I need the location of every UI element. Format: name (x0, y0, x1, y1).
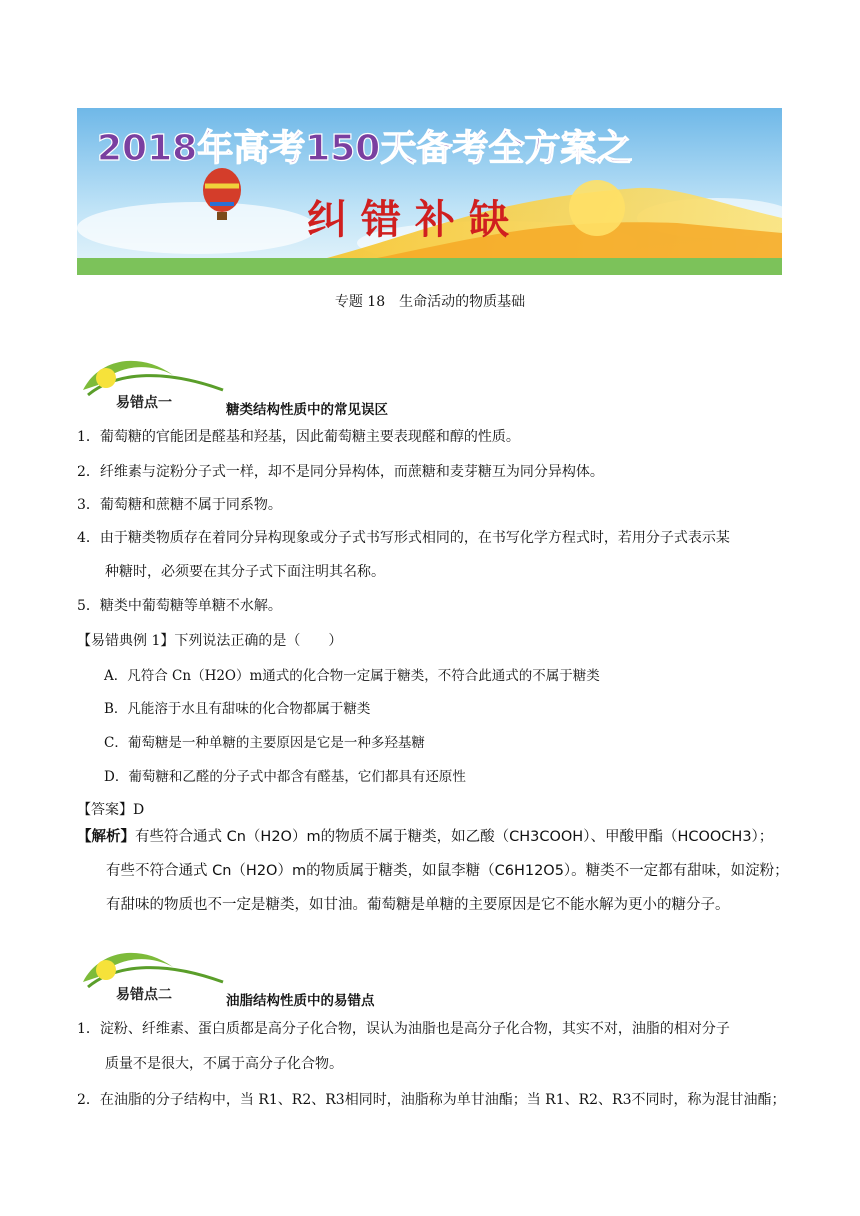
example-question: 【易错典例 1】下列说法正确的是（ ） (77, 633, 343, 649)
option-b: B．凡能溶于水且有甜味的化合物都属于糖类 (104, 701, 371, 717)
banner-graphic (77, 108, 782, 275)
section-badge-icon (78, 350, 228, 410)
banner-subtitle: 纠错补缺 (307, 196, 523, 243)
answer: 【答案】D (77, 802, 145, 818)
list-item: 种糖时，必须要在其分子式下面注明其名称。 (105, 564, 385, 580)
option-d: D．葡萄糖和乙醛的分子式中都含有醛基，它们都具有还原性 (104, 769, 466, 785)
list-item: 质量不是很大，不属于高分子化合物。 (105, 1056, 343, 1072)
explanation-label: 【解析】 (77, 829, 135, 845)
explanation-line: 有些不符合通式 Cn（H2O）m的物质属于糖类，如鼠李糖（C6H12O5）。糖类不一定都有甜味，如淀粉； (106, 863, 789, 879)
list-item: 2．在油脂的分子结构中，当 R1、R2、R3相同时，油脂称为单甘油酯；当 R1、R2、R3不同时，称为混甘油酯； (77, 1092, 786, 1108)
section2-title: 油脂结构性质中的易错点 (226, 993, 375, 1009)
section1-tag: 易错点一 (116, 395, 172, 410)
list-item: 1．淀粉、纤维素、蛋白质都是高分子化合物，误认为油脂也是高分子化合物，其实不对，油脂的相对分子 (77, 1021, 730, 1037)
header-banner (77, 108, 782, 275)
section2-tag: 易错点二 (116, 987, 172, 1002)
section-badge-icon (78, 942, 228, 1002)
section1-title: 糖类结构性质中的常见误区 (226, 402, 388, 418)
list-item: 1．葡萄糖的官能团是醛基和羟基，因此葡萄糖主要表现醛和醇的性质。 (77, 429, 520, 445)
list-item: 4．由于糖类物质存在着同分异构现象或分子式书写形式相同的，在书写化学方程式时，若用分子式表示某 (77, 530, 730, 546)
explanation-line: 有甜味的物质也不一定是糖类，如甘油。葡萄糖是单糖的主要原因是它不能水解为更小的糖分子。 (106, 897, 730, 913)
option-c: C．葡萄糖是一种单糖的主要原因是它是一种多羟基糖 (104, 735, 425, 751)
explanation-text: 有些符合通式 Cn（H2O）m的物质不属于糖类，如乙酸（CH3COOH）、甲酸甲酯（HCOOCH3）； (135, 829, 774, 845)
list-item: 5．糖类中葡萄糖等单糖不水解。 (77, 598, 282, 614)
page-title: 专题 18 生命活动的物质基础 (334, 294, 526, 310)
list-item: 2．纤维素与淀粉分子式一样，却不是同分异构体，而蔗糖和麦芽糖互为同分异构体。 (77, 464, 604, 480)
explanation-line (77, 825, 773, 846)
banner-title: 2018年高考150天备考全方案之 (97, 128, 633, 169)
option-a: A．凡符合 Cn（H2O）m通式的化合物一定属于糖类，不符合此通式的不属于糖类 (104, 668, 600, 684)
list-item: 3．葡萄糖和蔗糖不属于同系物。 (77, 497, 282, 513)
